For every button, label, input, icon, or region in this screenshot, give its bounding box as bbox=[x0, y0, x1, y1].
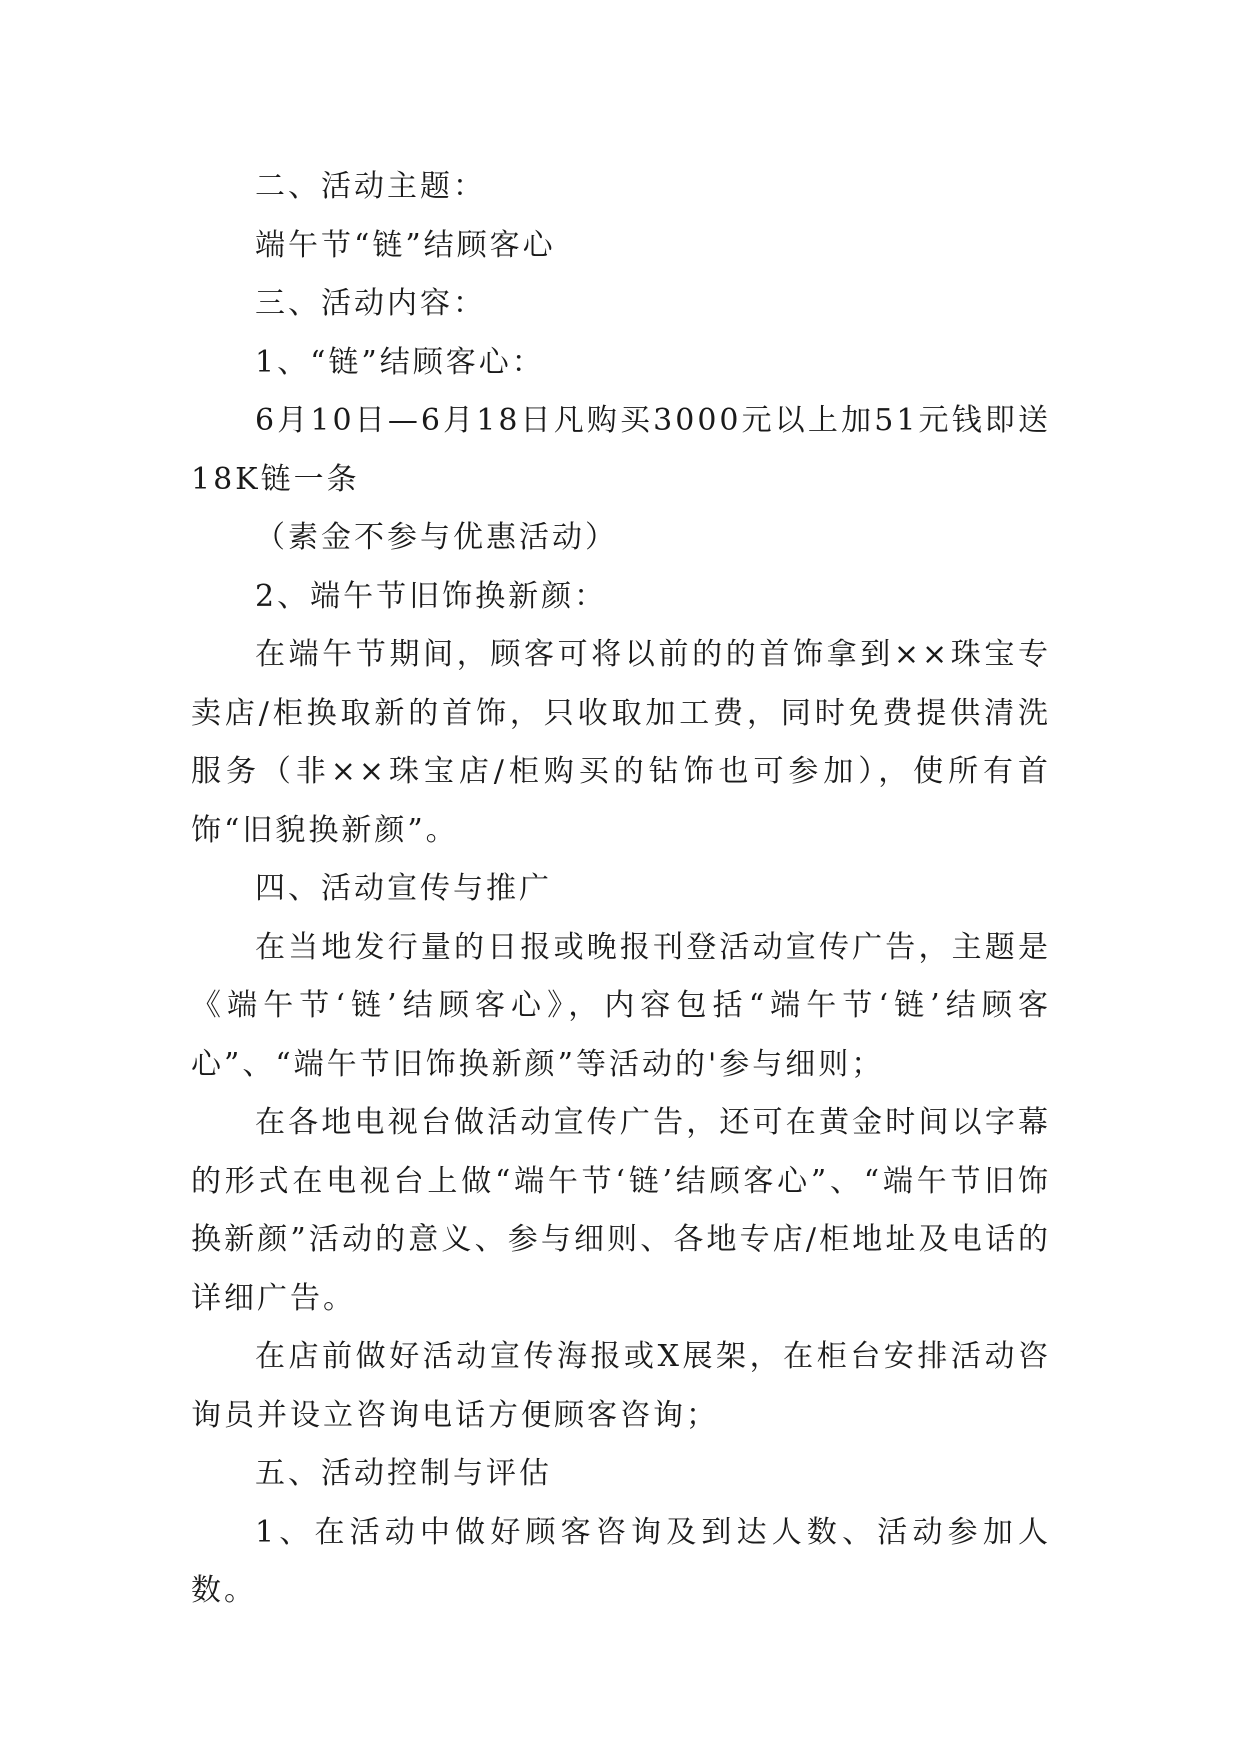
renew-paragraph: 在端午节期间，顾客可将以前的的首饰拿到××珠宝专卖店/柜换取新的首饰，只收取加工费，同时免费提供清洗服务（非××珠宝店/柜购买的钻饰也可参加），使所有首饰“旧貌换新颜”。 bbox=[191, 637, 1051, 848]
section-heading-theme: 二、活动主题： bbox=[255, 169, 486, 204]
chain-offer-note: （素金不参与优惠活动） bbox=[255, 520, 618, 555]
document-body bbox=[191, 158, 1051, 1621]
chain-offer-paragraph: 6月10日—6月18日凡购买3000元以上加51元钱即送18K链一条 bbox=[191, 403, 1051, 497]
promotion-tv-paragraph: 在各地电视台做活动宣传广告，还可在黄金时间以字幕的形式在电视台上做“端午节‘链’结顾客心”、“端午节旧饰换新颜”活动的意义、参与细则、各地专店/柜地址及电话的详细广告。 bbox=[191, 1105, 1051, 1316]
section-heading-control: 五、活动控制与评估 bbox=[255, 1456, 552, 1491]
control-item-1: 1、在活动中做好顾客咨询及到达人数、活动参加人数。 bbox=[191, 1514, 1051, 1608]
item-heading-renew: 2、端午节旧饰换新颜： bbox=[255, 578, 608, 614]
promotion-newspaper-paragraph: 在当地发行量的日报或晚报刊登活动宣传广告，主题是《端午节‘链’结顾客心》，内容包括“端午节‘链’结顾客心”、“端午节旧饰换新颜”等活动的'参与细则； bbox=[191, 929, 1051, 1082]
section-heading-content: 三、活动内容： bbox=[255, 286, 486, 321]
promotion-store-paragraph: 在店前做好活动宣传海报或X展架，在柜台安排活动咨询员并设立咨询电话方便顾客咨询； bbox=[191, 1339, 1051, 1433]
item-heading-chain: 1、“链”结顾客心： bbox=[255, 344, 545, 380]
theme-text: 端午节“链”结顾客心 bbox=[255, 227, 556, 263]
section-heading-promotion: 四、活动宣传与推广 bbox=[255, 871, 552, 906]
